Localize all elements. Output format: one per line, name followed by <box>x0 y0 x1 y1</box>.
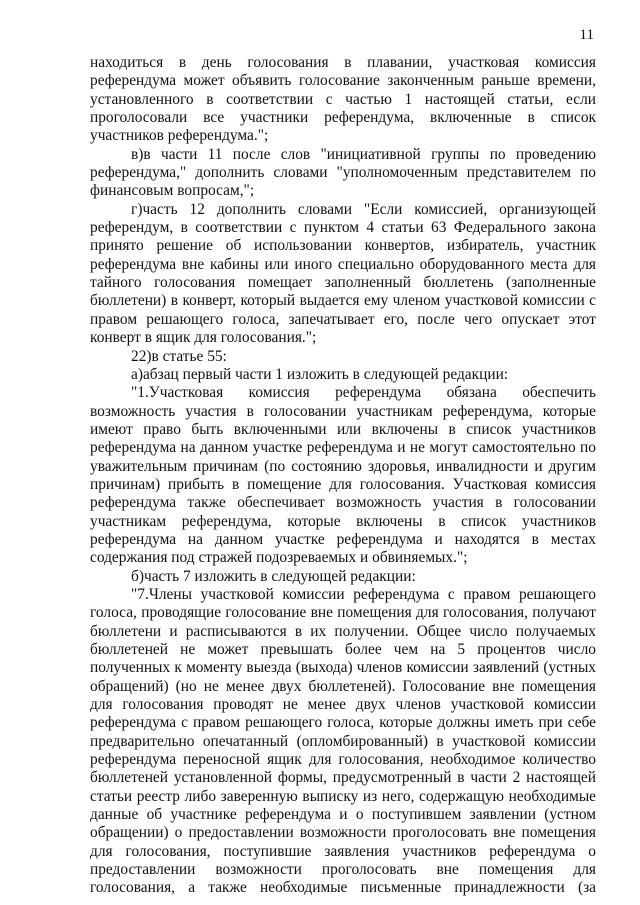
paragraph-part-11: в)в части 11 после слов "инициативной группы по проведению референдума," дополнить словами "уполномоченным представителем по финансовым вопросам,"; <box>90 145 596 200</box>
page-number: 11 <box>579 27 594 43</box>
paragraph-subitem-b: б)часть 7 изложить в следующей редакции: <box>131 567 416 585</box>
paragraph-article-55: 22)в статье 55: <box>131 347 227 365</box>
paragraph-part-12: г)часть 12 дополнить словами "Если комиссией, организующей референдум, в соответствии с пунктом 4 статьи 63 Федерального закона принято решение об использовании конвертов, избиратель, участник референдума вне кабины или иного специально оборудованного места для тайного голосования помещает заполненный бюллетень (заполненные бюллетени) в конверт, который выдается ему членом участковой комиссии с правом решающего голоса, запечатывает его, после чего опускает этот конверт в ящик для голосования."; <box>90 200 596 347</box>
paragraph-part-1-text: "1.Участковая комиссия референдума обязана обеспечить возможность участия в голосовании участникам референдума, которые имеют право быть включенными или включены в список участников референдума на данном участке референдума и не могут самостоятельно по уважительным причинам (по состоянию здоровья, инвалидности и другим причинам) прибыть в помещение для голосования. Участковая комиссия референдума также обеспечивает возможность участия в голосовании участникам референдума, которые включены в список участников референдума на данном участке референдума и находятся в местах содержания под стражей подозреваемых и обвиняемых."; <box>90 384 596 567</box>
document-body <box>90 54 596 898</box>
paragraph-subitem-a: а)абзац первый части 1 изложить в следующей редакции: <box>131 365 509 383</box>
paragraph-voting-end: находиться в день голосования в плавании, участковая комиссия референдума может объявить голосование законченным раньше времени, установленного в соответствии с частью 1 настоящей статьи, если проголосовали все участники референдума, включенные в список участников референдума."; <box>90 54 596 145</box>
paragraph-part-7-text: "7.Члены участковой комиссии референдума с правом решающего голоса, проводящие голосование вне помещения для голосования, получают бюллетени и расписываются в их получении. Общее число получаемых бюллетеней не может превышать более чем на 5 процентов число полученных к моменту выезда (выхода) членов комиссии заявлений (устных обращений) (но не менее двух бюллетеней). Голосование вне помещения для голосования проводят не менее двух членов участковой комиссии референдума с правом решающего голоса, которые должны иметь при себе предварительно опечатанный (опломбированный) в участковой комиссии референдума переносной ящик для голосования, необходимое количество бюллетеней установленной формы, предусмотренный в части 2 настоящей статьи реестр либо заверенную выписку из него, содержащую необходимые данные об участнике референдума и о поступившем заявлении (устном обращении) о предоставлении возможности проголосовать вне помещения для голосования, поступившие заявления участников референдума о предоставлении возможности проголосовать вне помещения для голосования, а также необходимые письменные принадлежности (за <box>90 585 596 897</box>
